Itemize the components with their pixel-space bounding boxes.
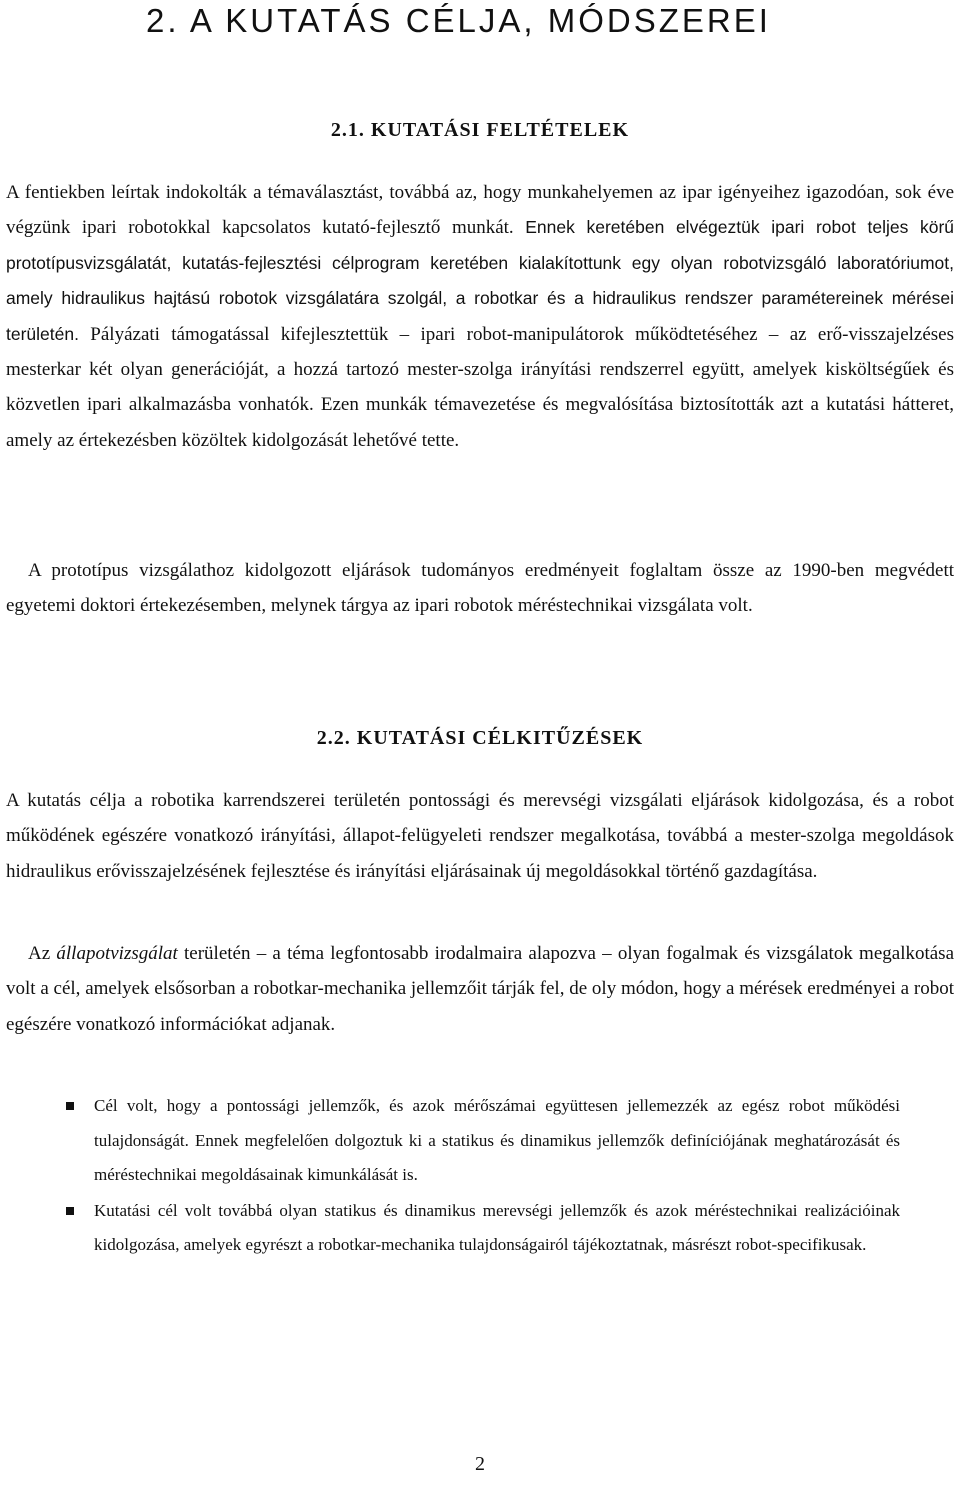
paragraph-text: A prototípus vizsgálathoz kidolgozott eljárások tudományos eredményeit foglaltam össze az 1990-ben megvédett egyetemi doktori értekezésemben, melynek tárgya az ipari robotok méréstechnikai vizsgálata volt. (6, 560, 954, 617)
paragraph-kutatasi-celkituzesek-1 (6, 783, 954, 889)
list-item (62, 1194, 900, 1263)
section-title-kutatasi-feltetelek: 2.1. KUTATÁSI FELTÉTELEK (330, 119, 630, 141)
paragraph-text: Pályázati támogatással kifejlesztettük – ipari robot-manipulátorok működtetéséhez – az erő-visszajelzéses mesterkar két olyan generációját, a hozzá tartozó mester-szolga irányítási rendszerrel együtt, amelyek kisköltségűek és közvetlen ipari alkalmazásba vonhatók. Ezen munkák témavezetése és megvalósítása biztosították azt a kutatási hátteret, amely az értekezésben közöltek kidolgozását lehetővé tette. (6, 323, 954, 451)
page-number: 2 (475, 1453, 485, 1475)
square-bullet-icon (66, 1207, 74, 1215)
list-item (62, 1089, 900, 1193)
section-title-kutatasi-celkituzesek: 2.2. KUTATÁSI CÉLKITŰZÉSEK (316, 727, 644, 749)
paragraph-kutatasi-feltetelek-2 (6, 553, 954, 624)
paragraph-text: területén – a téma legfontosabb irodalmaira alapozva – olyan fogalmak és vizsgálatok megalkotása volt a cél, amelyek elsősorban a robotkar-mechanika jellemzőit tárják fel, de oly módon, hogy a mérések eredményei a robot egészére vonatkozó információkat adjanak. (6, 943, 955, 1035)
chapter-title: 2. A KUTATÁS CÉLJA, MÓDSZEREI (146, 2, 771, 39)
paragraph-kutatasi-celkituzesek-2 (6, 936, 954, 1042)
paragraph-text-sans: Ennek keretében elvégeztük ipari robot teljes körű prototípusvizsgálatát, kutatás-fejlesztési célprogram keretében kialakítottunk egy olyan robotvizsgáló laboratóriumot, amely hidraulikus hajtású robotok vizsgálatára szolgál, a robotkar és a hidraulikus rendszer paramétereinek mérései területén. (6, 217, 955, 344)
square-bullet-icon (66, 1102, 74, 1110)
list-item-text: Cél volt, hogy a pontossági jellemzők, és azok mérőszámai együttesen jellemezzék az egész robot működési tulajdonságát. Ennek megfelelően dolgoztuk ki a statikus és dinamikus jellemzők definíciójának meghatározását és méréstechnikai megoldásainak kimunkálását is. (94, 1096, 900, 1184)
paragraph-kutatasi-feltetelek-1 (6, 175, 954, 458)
goal-bullet-list (62, 1089, 900, 1263)
paragraph-text: Az (28, 943, 57, 964)
list-item-text: Kutatási cél volt továbbá olyan statikus és dinamikus merevségi jellemzők és azok méréstechnikai realizációinak kidolgozása, amelyek egyrészt a robotkar-mechanika tulajdonságairól tájékoztatnak, másrészt robot-specifikusak. (94, 1200, 900, 1254)
paragraph-text: A kutatás célja a robotika karrendszerei területén pontossági és merevségi vizsgálati eljárások kidolgozása, és a robot működének egészére vonatkozó irányítási, állapot-felügyeleti rendszer megalkotása, továbbá a mester-szolga megoldások hidraulikus erővisszajelzésének fejlesztése és irányítási eljárásainak új megoldásokkal történő gazdagítása. (6, 790, 954, 882)
emphasized-term: állapotvizsgálat (56, 943, 178, 964)
paragraph-text: A fentiekben leírtak indokolták a témaválasztást, továbbá az, hogy munkahelyemen az ipar igényeihez igazodóan, sok éve végzünk ipari robotokkal kapcsolatos kutató-fejlesztő munkát. (6, 182, 954, 239)
